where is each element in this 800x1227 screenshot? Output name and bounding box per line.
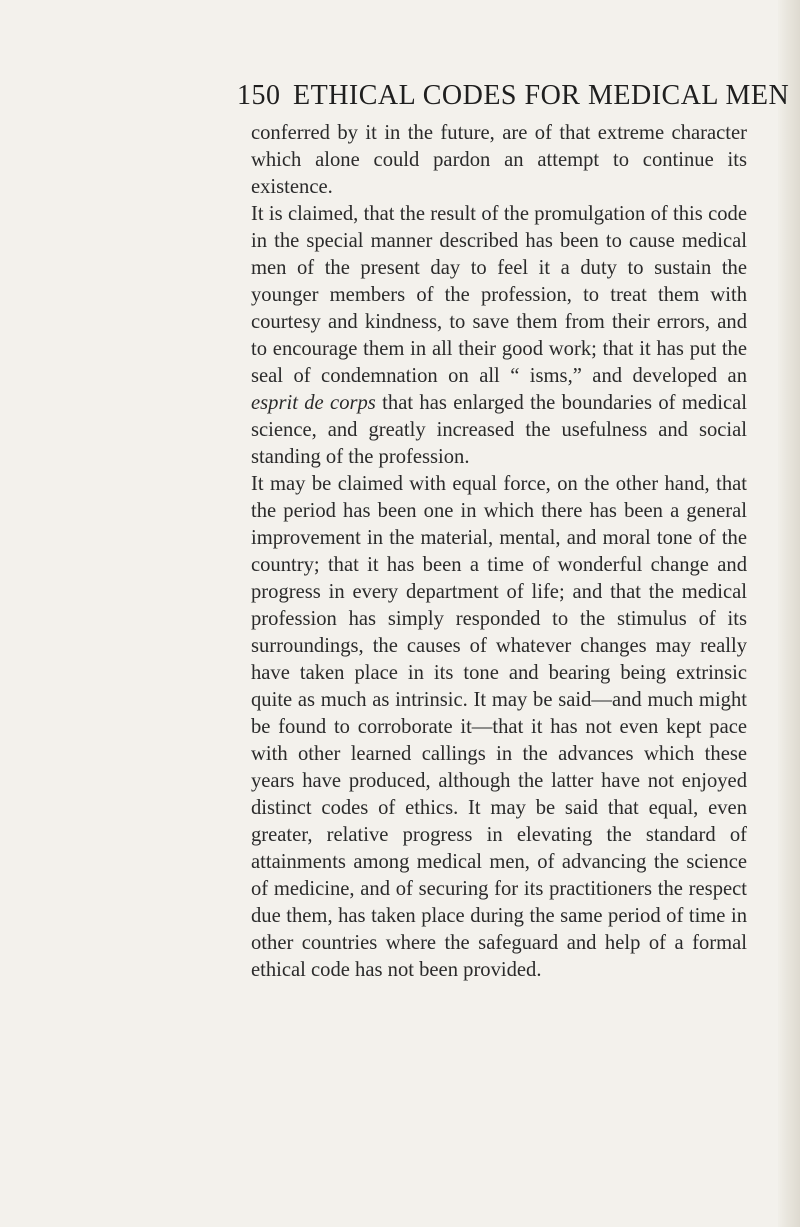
- running-title: ETHICAL CODES FOR MEDICAL MEN: [293, 80, 790, 111]
- body-text: [251, 120, 747, 984]
- page-edge-shadow: [778, 0, 800, 1227]
- paragraph-1: conferred by it in the future, are of that extreme character which alone could pardon an attempt to continue its existence.: [251, 122, 747, 198]
- paragraph-2: [251, 201, 747, 471]
- page-number: 150: [237, 80, 281, 111]
- paragraph-3: It may be claimed with equal force, on the other hand, that the period has been one in which there has been a general improvement in the material, mental, and moral tone of the country; that it has been a time of wonderful change and progress in every department of life; and that the medical profession has simply responded to the stimulus of its surroundings, the causes of whatever changes may really have taken place in its tone and bearing being extrinsic quite as much as intrinsic. It may be said—and much might be found to corroborate it—that it has not even kept pace with other learned callings in the advances which these years have produced, although the latter have not enjoyed distinct codes of ethics. It may be said that equal, even greater, relative progress in elevating the standard of attainments among medical men, of advancing the science of medicine, and of securing for its practitioners the respect due them, has taken place during the same period of time in other countries where the safeguard and help of a formal ethical code has not been provided.: [251, 473, 747, 981]
- running-header: [237, 80, 790, 112]
- paragraph-2-text-after: that has enlarged the boundaries of medical science, and greatly increased the usefulness and social standing of the profession.: [251, 392, 748, 468]
- paragraph-2-italic-phrase: esprit de corps: [251, 392, 376, 414]
- paragraph-2-text: It is claimed, that the result of the promulgation of this code in the special manner described has been to cause medical men of the present day to feel it a duty to sustain the younger members of the profession, to treat them with courtesy and kindness, to save them from their errors, and to encourage them in all their good work; that it has put the seal of condemnation on all “ isms,” and developed an: [251, 203, 747, 387]
